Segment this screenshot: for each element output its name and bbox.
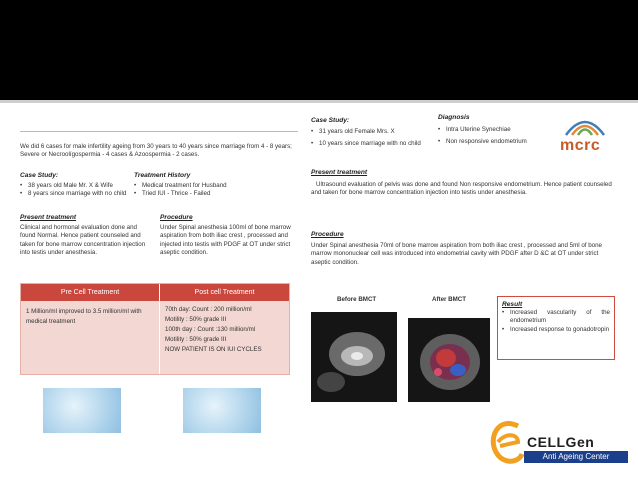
result-box bbox=[497, 296, 615, 360]
list-item: • 38 years old Male Mr. X & Wife bbox=[20, 182, 130, 190]
diagnosis-title: Diagnosis bbox=[438, 114, 470, 121]
cellgen-logo-icon bbox=[488, 418, 526, 468]
sperm-image-after bbox=[183, 388, 261, 433]
right-procedure-text: Under Spinal anesthesia 70ml of bone marrow aspiration from both iliac crest , processed and 5ml of bone marrow mononuclear cell was introduced into endometrial cavity with PDGF after D &C at OT under strict aseptic condition. bbox=[311, 242, 602, 266]
after-label: After BMCT bbox=[432, 296, 467, 303]
treatment-table bbox=[20, 283, 290, 375]
list-item: • 10 years since marriage with no child bbox=[311, 140, 436, 148]
result-list bbox=[502, 309, 610, 334]
left-case-list bbox=[20, 182, 130, 199]
top-black-band bbox=[0, 0, 638, 100]
divider-line bbox=[20, 131, 298, 132]
cellgen-name: CELLGen bbox=[527, 434, 595, 450]
table-header-post: Post cell Treatment bbox=[159, 284, 289, 301]
post-line: 100th day : Count :130 million/ml bbox=[165, 326, 256, 333]
right-case-title: Case Study: bbox=[311, 117, 350, 124]
post-line: Motility : 50% grade III bbox=[165, 336, 227, 343]
mcrc-text: mcrc bbox=[560, 137, 601, 154]
table-header-pre: Pre Cell Treatment bbox=[21, 284, 159, 301]
history-title: Treatment History bbox=[134, 172, 191, 179]
list-item: • Medical treatment for Husband bbox=[134, 182, 294, 190]
before-label: Before BMCT bbox=[337, 296, 377, 303]
diagnosis-list bbox=[438, 126, 558, 147]
right-present-text: Ultrasound evaluation of pelvis was done and found Non responsive endometrium. Hence patient counseled and taken for bone marrow concentration injection into testis under anesthesia. bbox=[311, 181, 612, 197]
cellgen-tagline: Anti Ageing Center bbox=[524, 451, 628, 463]
right-present-title: Present treatment bbox=[311, 169, 368, 176]
list-item: • 31 years old Female Mrs. X bbox=[311, 128, 436, 136]
table-cell-pre: 1 Million/ml improved to 3.5 million/ml with medical treatment bbox=[21, 301, 159, 374]
history-list bbox=[134, 182, 294, 199]
post-line: Motility : 50% grade III bbox=[165, 316, 227, 323]
ultrasound-before-image bbox=[311, 312, 397, 402]
ultrasound-after-image bbox=[408, 318, 490, 402]
mcrc-logo bbox=[560, 137, 600, 155]
right-case-list bbox=[311, 128, 436, 149]
post-line: NOW PATIENT IS ON IUI CYCLES bbox=[165, 346, 262, 353]
result-title: Result bbox=[502, 301, 523, 308]
left-case-title: Case Study: bbox=[20, 172, 59, 179]
mcrc-arch-icon bbox=[562, 115, 608, 137]
list-item: • Increased response to gonadotropin bbox=[502, 326, 610, 334]
list-item: • 8 years since marriage with no child bbox=[20, 190, 130, 198]
left-present-title: Present treatment bbox=[20, 214, 77, 221]
left-present-text: Clinical and hormonal evaluation done and found Normal. Hence patient counseled and taken for bone marrow concentration injection into testis under anesthesia. bbox=[20, 224, 146, 257]
left-procedure-title: Procedure bbox=[160, 214, 193, 221]
list-item: • Increased vascularity of the endometrium bbox=[502, 309, 610, 326]
left-procedure-text: Under Spinal anesthesia 100ml of bone marrow aspiration from both iliac crest , processed and injected into testis with PDGF at OT under strict aseptic condition. bbox=[160, 224, 291, 257]
right-procedure-title: Procedure bbox=[311, 231, 344, 238]
table-cell-post bbox=[159, 301, 289, 374]
list-item: • Non responsive endometrium bbox=[438, 138, 558, 146]
list-item: • Intra Uterine Synechiae bbox=[438, 126, 558, 134]
sperm-image-before bbox=[43, 388, 121, 433]
post-line: 70th day: Count : 200 million/ml bbox=[165, 306, 252, 313]
list-item: • Tried IUI - Thrice - Failed bbox=[134, 190, 294, 198]
intro-text: We did 6 cases for male infertility ageing from 30 years to 40 years since marriage from 4 - 8 years; Severe or Necroolígospermia - 4 cases & Azoospermia - 2 cases. bbox=[20, 143, 292, 159]
